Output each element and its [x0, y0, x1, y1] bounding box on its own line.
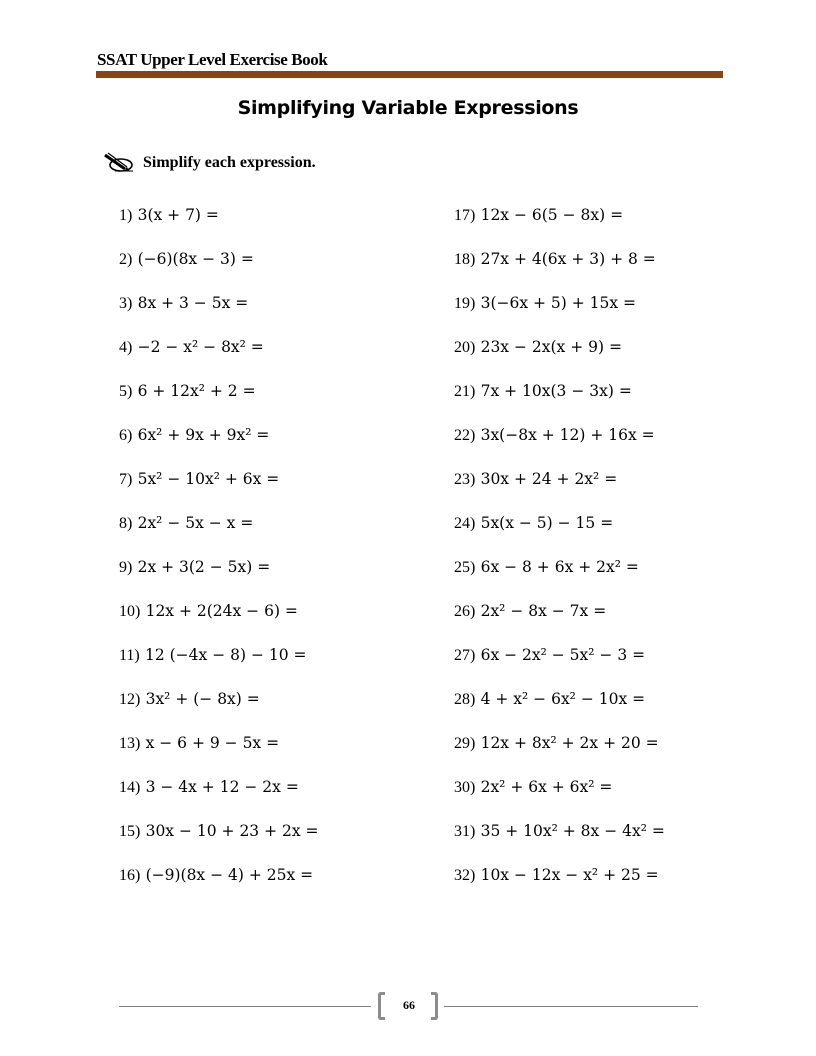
problem-item: [454, 202, 665, 246]
problem-number: 9): [119, 559, 133, 576]
problem-item: [119, 466, 319, 510]
problem-item: [119, 510, 319, 554]
problem-expression: 12x − 6(5 − 8x) =: [480, 206, 624, 224]
problem-number: 16): [119, 867, 141, 884]
problem-expression: 2x² − 8x − 7x =: [480, 602, 607, 620]
problem-number: 28): [454, 691, 476, 708]
problem-expression: 2x² + 6x + 6x² =: [480, 778, 613, 796]
problem-number: 32): [454, 867, 476, 884]
footer-rule-right: [444, 1006, 698, 1007]
problem-expression: (−6)(8x − 3) =: [137, 250, 254, 268]
problem-number: 4): [119, 339, 133, 356]
problem-item: [119, 378, 319, 422]
problem-expression: 3 − 4x + 12 − 2x =: [145, 778, 299, 796]
problem-item: [119, 686, 319, 730]
problem-expression: −2 − x² − 8x² =: [137, 338, 264, 356]
problem-expression: 30x − 10 + 23 + 2x =: [145, 822, 319, 840]
problem-item: [119, 246, 319, 290]
problem-item: [454, 818, 665, 862]
problem-item: [119, 642, 319, 686]
problem-number: 11): [119, 647, 140, 664]
problem-expression: 3(x + 7) =: [137, 206, 219, 224]
problem-item: [454, 774, 665, 818]
problem-item: [119, 334, 319, 378]
problem-item: [119, 598, 319, 642]
problem-expression: 2x + 3(2 − 5x) =: [137, 558, 271, 576]
problem-item: [454, 290, 665, 334]
problem-number: 15): [119, 823, 141, 840]
problem-expression: 4 + x² − 6x² − 10x =: [480, 690, 646, 708]
problem-number: 20): [454, 339, 476, 356]
problem-number: 30): [454, 779, 476, 796]
problem-expression: 30x + 24 + 2x² =: [480, 470, 618, 488]
problem-number: 12): [119, 691, 141, 708]
problem-number: 26): [454, 603, 476, 620]
header-rule: [96, 71, 723, 78]
problem-item: [454, 334, 665, 378]
problem-item: [454, 510, 665, 554]
problem-item: [454, 378, 665, 422]
problem-number: 29): [454, 735, 476, 752]
problem-number: 23): [454, 471, 476, 488]
problem-number: 7): [119, 471, 133, 488]
page-number: 66: [403, 998, 415, 1012]
problem-expression: 35 + 10x² + 8x − 4x² =: [480, 822, 665, 840]
problem-number: 2): [119, 251, 133, 268]
problem-number: 21): [454, 383, 476, 400]
problem-list-right: [454, 202, 665, 906]
problem-expression: 5x(x − 5) − 15 =: [480, 514, 614, 532]
problem-number: 5): [119, 383, 133, 400]
problem-expression: 2x² − 5x − x =: [137, 514, 254, 532]
problem-item: [454, 466, 665, 510]
problem-item: [119, 862, 319, 906]
problem-expression: 6 + 12x² + 2 =: [137, 382, 256, 400]
problem-expression: 10x − 12x − x² + 25 =: [480, 866, 659, 884]
problem-expression: 7x + 10x(3 − 3x) =: [480, 382, 632, 400]
problem-number: 24): [454, 515, 476, 532]
footer-rule-left: [119, 1006, 371, 1007]
footer-bracket-right: [431, 992, 438, 1020]
problem-expression: 6x² + 9x + 9x² =: [137, 426, 270, 444]
problem-item: [119, 818, 319, 862]
problem-number: 3): [119, 295, 133, 312]
problem-item: [119, 730, 319, 774]
problem-number: 1): [119, 207, 133, 224]
page-title: Simplifying Variable Expressions: [237, 97, 579, 119]
problem-item: [454, 554, 665, 598]
problem-expression: (−9)(8x − 4) + 25x =: [145, 866, 314, 884]
problem-number: 22): [454, 427, 476, 444]
problem-expression: 5x² − 10x² + 6x =: [137, 470, 280, 488]
problem-expression: 12 (−4x − 8) − 10 =: [144, 646, 307, 664]
problem-item: [454, 422, 665, 466]
problem-item: [454, 686, 665, 730]
problem-item: [119, 202, 319, 246]
problem-item: [454, 862, 665, 906]
problem-number: 25): [454, 559, 476, 576]
problem-number: 18): [454, 251, 476, 268]
problem-item: [119, 422, 319, 466]
problem-number: 31): [454, 823, 476, 840]
problem-number: 17): [454, 207, 476, 224]
problem-expression: 12x + 8x² + 2x + 20 =: [480, 734, 659, 752]
problem-number: 14): [119, 779, 141, 796]
problem-number: 19): [454, 295, 476, 312]
problem-expression: 6x − 8 + 6x + 2x² =: [480, 558, 639, 576]
problem-expression: 8x + 3 − 5x =: [137, 294, 249, 312]
problem-item: [119, 290, 319, 334]
problem-expression: 3(−6x + 5) + 15x =: [480, 294, 637, 312]
problem-item: [454, 246, 665, 290]
instruction: [103, 150, 316, 176]
problem-expression: 6x − 2x² − 5x² − 3 =: [480, 646, 646, 664]
problem-item: [119, 774, 319, 818]
instruction-text: Simplify each expression.: [143, 154, 316, 171]
problem-expression: 3x(−8x + 12) + 16x =: [480, 426, 655, 444]
problem-item: [119, 554, 319, 598]
problem-item: [454, 730, 665, 774]
problem-expression: 23x − 2x(x + 9) =: [480, 338, 622, 356]
problem-number: 8): [119, 515, 133, 532]
book-title: SSAT Upper Level Exercise Book: [97, 50, 328, 69]
problem-expression: 3x² + (− 8x) =: [145, 690, 260, 708]
problem-expression: 27x + 4(6x + 3) + 8 =: [480, 250, 656, 268]
problem-number: 6): [119, 427, 133, 444]
problem-number: 27): [454, 647, 476, 664]
footer-bracket-left: [378, 992, 385, 1020]
problem-expression: 12x + 2(24x − 6) =: [145, 602, 298, 620]
problem-expression: x − 6 + 9 − 5x =: [145, 734, 280, 752]
pencil-icon: [103, 151, 135, 175]
problem-list-left: [119, 202, 319, 906]
problem-number: 10): [119, 603, 141, 620]
problem-number: 13): [119, 735, 141, 752]
problem-item: [454, 598, 665, 642]
problem-item: [454, 642, 665, 686]
